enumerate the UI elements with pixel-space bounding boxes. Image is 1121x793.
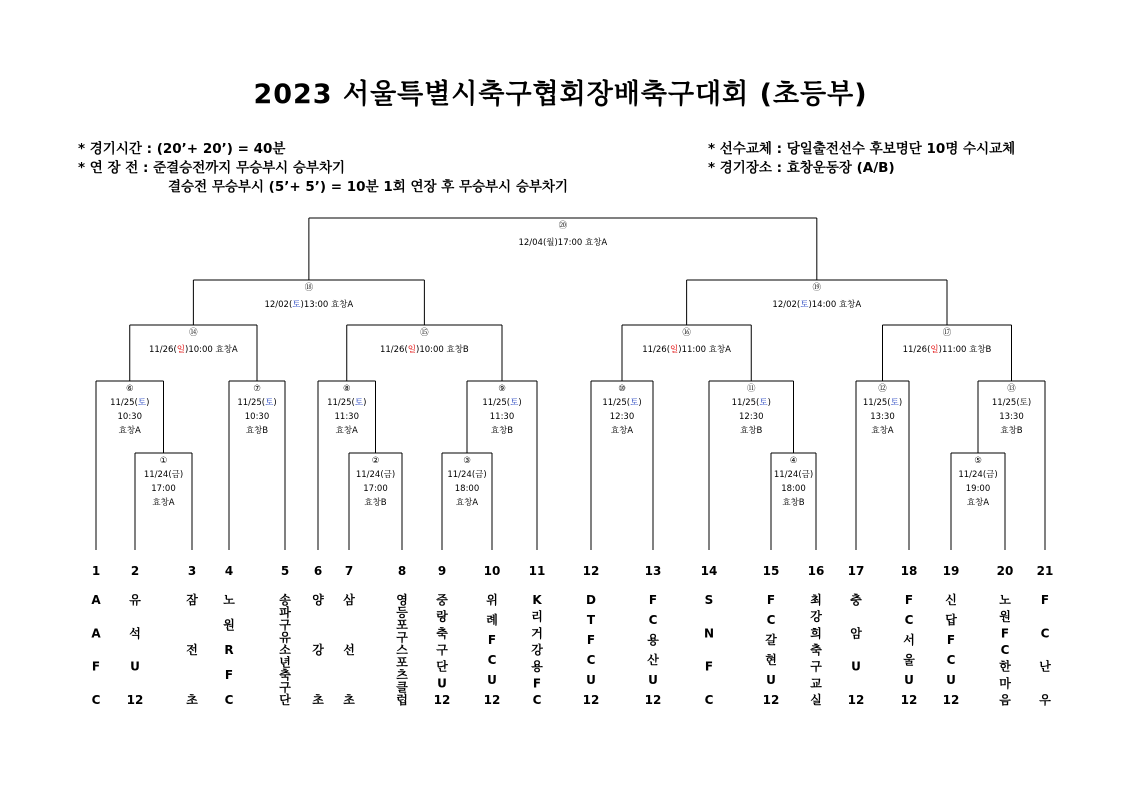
team-name: 신 답 F C U 12 xyxy=(942,593,960,707)
match-date: 11/24(금) xyxy=(143,470,184,480)
match-schedule: 11/26(일)10:00 효창B xyxy=(379,345,469,355)
match-venue: 효창A xyxy=(871,426,894,436)
team-number: 4 xyxy=(224,564,234,578)
team-number: 19 xyxy=(942,564,960,578)
team-name: 노 원 R F C xyxy=(223,593,235,707)
match-venue: 효창B xyxy=(740,426,763,436)
match-number: ⑩ xyxy=(618,384,626,394)
match-number: ⑨ xyxy=(498,384,506,394)
match-date: 11/25(토) xyxy=(327,398,367,408)
team-number: 10 xyxy=(483,564,501,578)
match-venue: 효창A xyxy=(118,426,141,436)
team-name: A A F C xyxy=(91,593,101,707)
match-time: 11:30 xyxy=(334,412,359,422)
match-time: 17:00 xyxy=(151,484,176,494)
team-name: 충 암 U 12 xyxy=(847,593,865,707)
match-number: ⑪ xyxy=(746,384,756,394)
team-number: 13 xyxy=(644,564,662,578)
team-name: D T F C U 12 xyxy=(582,593,600,707)
match-number: ⑰ xyxy=(942,328,952,338)
team-number: 12 xyxy=(582,564,600,578)
match-date: 11/24(금) xyxy=(958,470,998,480)
match-date: 11/24(금) xyxy=(355,470,396,480)
match-time: 19:00 xyxy=(965,484,991,494)
match-date: 11/25(토) xyxy=(482,398,522,408)
match-venue: 효창A xyxy=(966,498,990,508)
page-title: 2023 서울특별시축구협회장배축구대회 (초등부) xyxy=(253,79,868,110)
team-name: 양 강 초 xyxy=(312,593,324,707)
match-number: ⑱ xyxy=(304,283,314,293)
note-extra-time: * 연 장 전 : 준결승전까지 무승부시 승부차기 xyxy=(78,160,346,176)
team-number: 1 xyxy=(91,564,101,578)
team-name: S N F C xyxy=(703,593,715,707)
match-schedule: 12/02(토)14:00 효창A xyxy=(772,300,862,310)
match-number: ⑲ xyxy=(812,283,822,293)
match-time: 13:30 xyxy=(870,412,895,422)
team-number: 2 xyxy=(130,564,140,578)
team-number: 8 xyxy=(397,564,407,578)
team-name: F C 서 울 U 12 xyxy=(900,593,918,707)
team-number: 15 xyxy=(762,564,780,578)
match-date: 11/24(금) xyxy=(773,470,814,480)
team-name: 유 석 U 12 xyxy=(126,593,144,707)
match-time: 18:00 xyxy=(454,484,480,494)
match-venue: 효창B xyxy=(364,498,387,508)
match-venue: 효창A xyxy=(610,426,634,436)
team-name: 위 례 F C U 12 xyxy=(483,593,501,707)
match-number: ⑤ xyxy=(974,456,982,466)
match-time: 12:30 xyxy=(739,412,764,422)
team-name: 송 파 구 유 소 년 축 구 단 xyxy=(279,593,291,707)
team-name: 최 강 희 축 구 교 실 xyxy=(810,593,822,707)
match-number: ⑮ xyxy=(420,328,429,338)
match-time: 13:30 xyxy=(999,412,1024,422)
match-date: 11/25(토) xyxy=(731,398,771,408)
team-name: 잠 전 초 xyxy=(186,593,198,707)
match-time: 18:00 xyxy=(781,484,806,494)
match-time: 10:30 xyxy=(244,412,270,422)
note-venue: * 경기장소 : 효창운동장 (A/B) xyxy=(708,160,895,176)
match-schedule: 11/26(일)11:00 효창A xyxy=(642,345,732,355)
match-number: ⑫ xyxy=(878,384,887,394)
match-number: ② xyxy=(371,456,380,466)
match-venue: 효창A xyxy=(335,426,358,436)
match-schedule: 12/02(토)13:00 효창A xyxy=(264,300,354,310)
match-number: ④ xyxy=(789,456,798,466)
team-number: 18 xyxy=(900,564,918,578)
match-schedule: 11/26(일)11:00 효창B xyxy=(902,345,992,355)
match-time: 11:30 xyxy=(489,412,515,422)
team-number: 3 xyxy=(187,564,197,578)
match-number: ⑬ xyxy=(1007,384,1016,394)
match-date: 11/25(토) xyxy=(991,398,1032,408)
match-number: ⑥ xyxy=(125,384,134,394)
note-final-extra-time: 결승전 무승부시 (5’+ 5’) = 10분 1회 연장 후 무승부시 승부차기 xyxy=(168,179,569,195)
match-time: 12:30 xyxy=(609,412,635,422)
team-name: 중 랑 축 구 단 U 12 xyxy=(433,593,451,707)
match-venue: 효창B xyxy=(490,426,514,436)
note-substitution: * 선수교체 : 당일출전선수 후보명단 10명 수시교체 xyxy=(708,141,1016,157)
match-venue: 효창A xyxy=(455,498,479,508)
team-name: K 리 거 강 용 F C xyxy=(531,593,543,707)
match-venue: 효창B xyxy=(782,498,805,508)
team-name: 노 원 F C 한 마 음 xyxy=(999,593,1011,707)
team-name: F C 용 산 U 12 xyxy=(644,593,662,707)
match-venue: 효창B xyxy=(1000,426,1023,436)
team-number: 17 xyxy=(847,564,865,578)
team-number: 21 xyxy=(1036,564,1054,578)
team-number: 20 xyxy=(996,564,1014,578)
match-venue: 효창A xyxy=(152,498,175,508)
team-name: F C 난 우 xyxy=(1039,593,1051,707)
match-date: 11/25(토) xyxy=(862,398,903,408)
team-name: F C 갈 현 U 12 xyxy=(762,593,780,707)
match-time: 10:30 xyxy=(117,412,142,422)
match-number: ⑧ xyxy=(342,384,351,394)
team-number: 6 xyxy=(313,564,323,578)
match-time: 17:00 xyxy=(363,484,388,494)
match-date: 11/24(금) xyxy=(447,470,487,480)
match-schedule: 11/26(일)10:00 효창A xyxy=(148,345,238,355)
team-name: 영 등 포 구 스 포 츠 클 럽 xyxy=(396,593,408,707)
team-name: 삼 선 초 xyxy=(343,593,355,707)
team-number: 14 xyxy=(700,564,718,578)
team-number: 7 xyxy=(344,564,354,578)
team-number: 16 xyxy=(807,564,825,578)
match-date: 11/25(토) xyxy=(110,398,150,408)
team-number: 5 xyxy=(280,564,290,578)
match-number: ③ xyxy=(463,456,471,466)
note-match-time: * 경기시간 : (20’+ 20’) = 40분 xyxy=(78,141,286,157)
team-number: 9 xyxy=(437,564,447,578)
match-number: ⑯ xyxy=(682,328,691,338)
match-number: ⑦ xyxy=(253,384,261,394)
match-number: ⑭ xyxy=(189,328,198,338)
match-venue: 효창B xyxy=(245,426,269,436)
match-date: 11/25(토) xyxy=(237,398,277,408)
match-date: 11/25(토) xyxy=(602,398,642,408)
team-number: 11 xyxy=(528,564,546,578)
match-number: ① xyxy=(159,456,168,466)
match-schedule: 12/04(월)17:00 효창A xyxy=(518,238,608,248)
match-number: ⑳ xyxy=(558,221,568,231)
